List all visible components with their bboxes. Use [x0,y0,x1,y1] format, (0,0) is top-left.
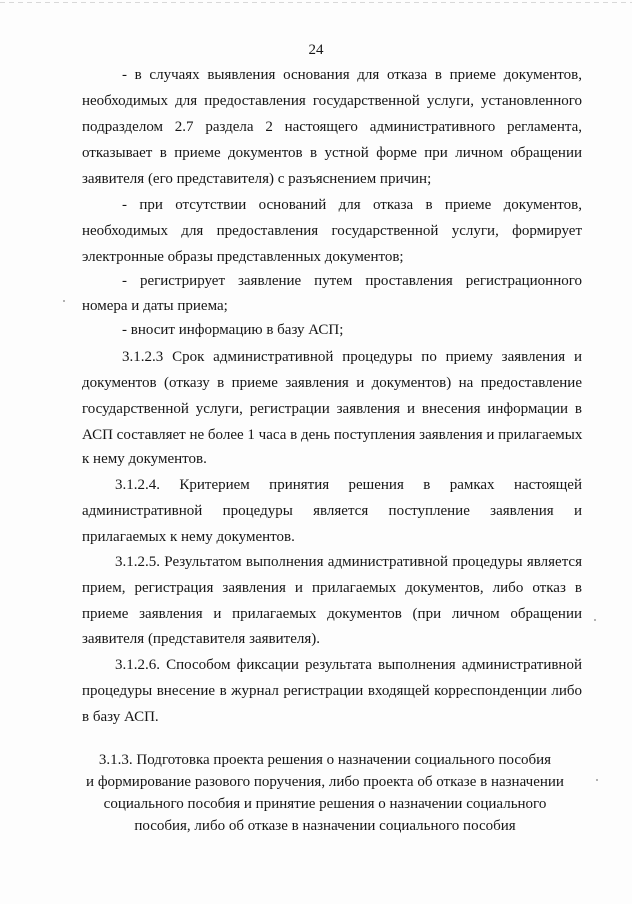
text-line: процедуры внесение в журнал регистрации входящей корреспонденции либо [82,683,582,699]
text-line: заявителя (представителя заявителя). [82,631,321,647]
text-line: 3.1.2.6. Способом фиксации результата выполнения административной [115,657,582,673]
heading-line: 3.1.3. Подготовка проекта решения о назначении социального пособия [98,752,552,768]
text-line: государственной услуги, регистрации заявления и внесения информации в [82,401,582,417]
text-line: электронные образы представленных документов; [82,249,404,265]
text-line: прилагаемых к нему документов. [82,529,295,545]
text-line: заявителя (его представителя) с разъяснением причин; [82,171,432,187]
text-line: необходимых для предоставления государственной услуги, установленного [82,93,582,109]
scan-speck [63,300,65,302]
text-line: подразделом 2.7 раздела 2 настоящего административного регламента, [82,119,582,135]
text-line: в базу АСП. [82,709,159,725]
heading-line: и формирование разового поручения, либо проекта об отказе в назначении [86,774,564,790]
text-line: 3.1.2.4. Критерием принятия решения в рамках настоящей [115,477,582,493]
text-line: - вносит информацию в базу АСП; [122,322,344,338]
text-line: - регистрирует заявление путем проставления регистрационного [122,273,582,289]
text-line: 3.1.2.5. Результатом выполнения административной процедуры является [115,554,582,570]
text-line: отказывает в приеме документов в устной форме при личном обращении [82,145,582,161]
text-line: документов (отказу в приеме заявления и документов) на предоставление [82,375,582,391]
text-line: - в случаях выявления основания для отказа в приеме документов, [122,67,582,83]
scan-top-edge [0,2,632,3]
scan-speck [594,619,596,621]
text-line: приеме заявления и прилагаемых документов (при личном обращении [82,606,582,622]
text-line: к нему документов. [82,451,207,467]
text-line: прием, регистрация заявления и прилагаемых документов, либо отказ в [82,580,582,596]
text-line: - при отсутствии оснований для отказа в приеме документов, [122,197,582,213]
page-number: 24 [308,42,324,58]
heading-line: социального пособия и принятие решения о назначении социального [103,796,547,812]
text-line: 3.1.2.3 Срок административной процедуры по приему заявления и [122,349,582,365]
heading-line: пособия, либо об отказе в назначении социального пособия [134,818,516,834]
text-line: административной процедуры является поступление заявления и [82,503,582,519]
text-line: необходимых для предоставления государственной услуги, формирует [82,223,582,239]
text-line: АСП составляет не более 1 часа в день поступления заявления и прилагаемых [82,427,583,443]
text-line: номера и даты приема; [82,298,228,314]
scan-speck [596,779,598,781]
